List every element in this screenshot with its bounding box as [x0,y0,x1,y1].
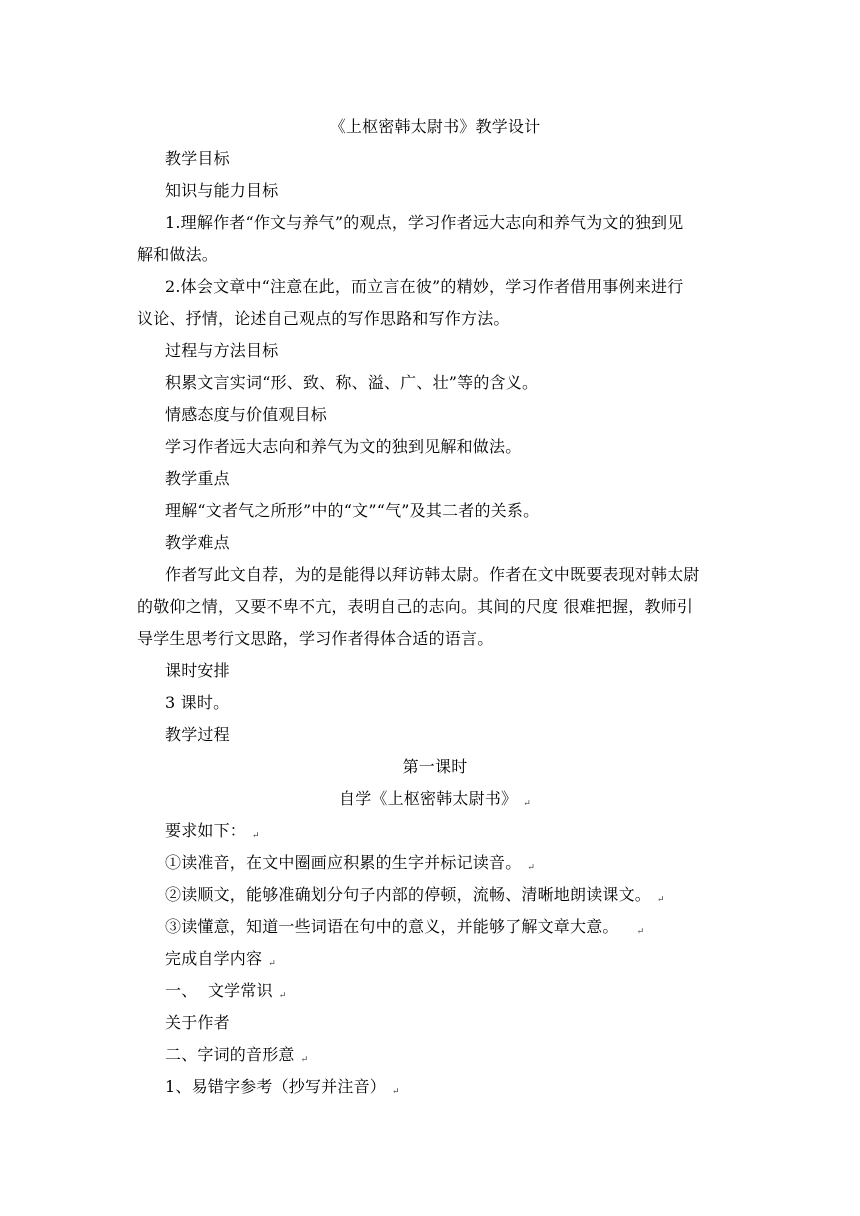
paragraph-line [137,853,733,878]
paragraph-text: ②读顺文，能够准确划分句子内部的停顿，流畅、清晰地朗读课文。 [165,885,652,904]
heading-process-method: 过程与方法目标 [165,341,279,360]
paragraph-mark-icon: ↵ [636,927,645,937]
paragraph-line [137,821,733,846]
paragraph-text: 1、易错字参考（抄写并注音） [165,1077,386,1096]
document-title: 《上枢密韩太尉书》教学设计 [329,117,541,136]
paragraph-mark-icon: ↵ [657,895,665,905]
paragraph-line [137,1077,733,1102]
paragraph-line: 学习作者远大志向和养气为文的独到见解和做法。 [165,437,522,456]
heading-teaching-difficulty: 教学难点 [165,533,230,552]
paragraph-text: ①读准音，在文中圈画应积累的生字并标记读音。 [165,853,522,872]
paragraph-mark-icon: ↵ [527,863,536,873]
paragraph-line: 3 课时。 [165,693,230,712]
paragraph-line: 的敬仰之情，又要不卑不亢，表明自己的志向。其间的尺度 很难把握，教师引 [137,597,694,616]
heading-schedule: 课时安排 [165,661,230,680]
section-subtitle-text: 自学《上枢密韩太尉书》 [339,789,518,808]
paragraph-line [137,949,733,974]
heading-teaching-focus: 教学重点 [165,469,230,488]
paragraph-line: 1.理解作者“作文与养气”的观点，学习作者远大志向和养气为文的独到见 [165,213,684,232]
paragraph-line [137,981,733,1006]
paragraph-line: 议论、抒情，论述自己观点的写作思路和写作方法。 [137,309,510,328]
paragraph-text: 要求如下： [165,821,247,840]
paragraph-line: 作者写此文自荐，为的是能得以拜访韩太尉。作者在文中既要表现对韩太尉 [165,565,700,584]
heading-knowledge-ability: 知识与能力目标 [165,181,279,200]
paragraph-line: 理解“文者气之所形”中的“文”“气”及其二者的关系。 [165,501,540,520]
paragraph-line [137,917,733,942]
paragraph-mark-icon: ↵ [268,959,276,969]
heading-teaching-objectives: 教学目标 [165,149,230,168]
paragraph-line [137,885,733,910]
paragraph-mark-icon: ↵ [391,1087,400,1097]
paragraph-mark-icon: ↵ [300,1055,309,1065]
paragraph-text: 二、字词的音形意 [165,1045,295,1064]
paragraph-line: 解和做法。 [137,245,219,264]
heading-emotion-values: 情感态度与价值观目标 [165,405,328,424]
paragraph-line: 关于作者 [165,1013,230,1032]
paragraph-mark-icon: ↵ [252,831,260,841]
paragraph-line: 2.体会文章中“注意在此，而立言在彼”的精妙，学习作者借用事例来进行 [165,277,684,296]
paragraph-mark-icon: ↵ [523,799,531,809]
paragraph-line [137,1045,733,1070]
paragraph-text: 一、 文学常识 [165,981,273,1000]
paragraph-text: ③读懂意，知道一些词语在句中的意义，并能够了解文章大意。 [165,917,619,936]
paragraph-line: 导学生思考行文思路，学习作者得体合适的语言。 [137,629,494,648]
section-subtitle [137,789,733,814]
paragraph-line: 积累文言实词“形、致、称、溢、广、壮”等的含义。 [165,373,539,392]
heading-teaching-process: 教学过程 [165,725,230,744]
paragraph-mark-icon: ↵ [278,991,287,1001]
section-title-first-lesson: 第一课时 [402,757,468,776]
paragraph-text: 完成自学内容 [165,949,263,968]
